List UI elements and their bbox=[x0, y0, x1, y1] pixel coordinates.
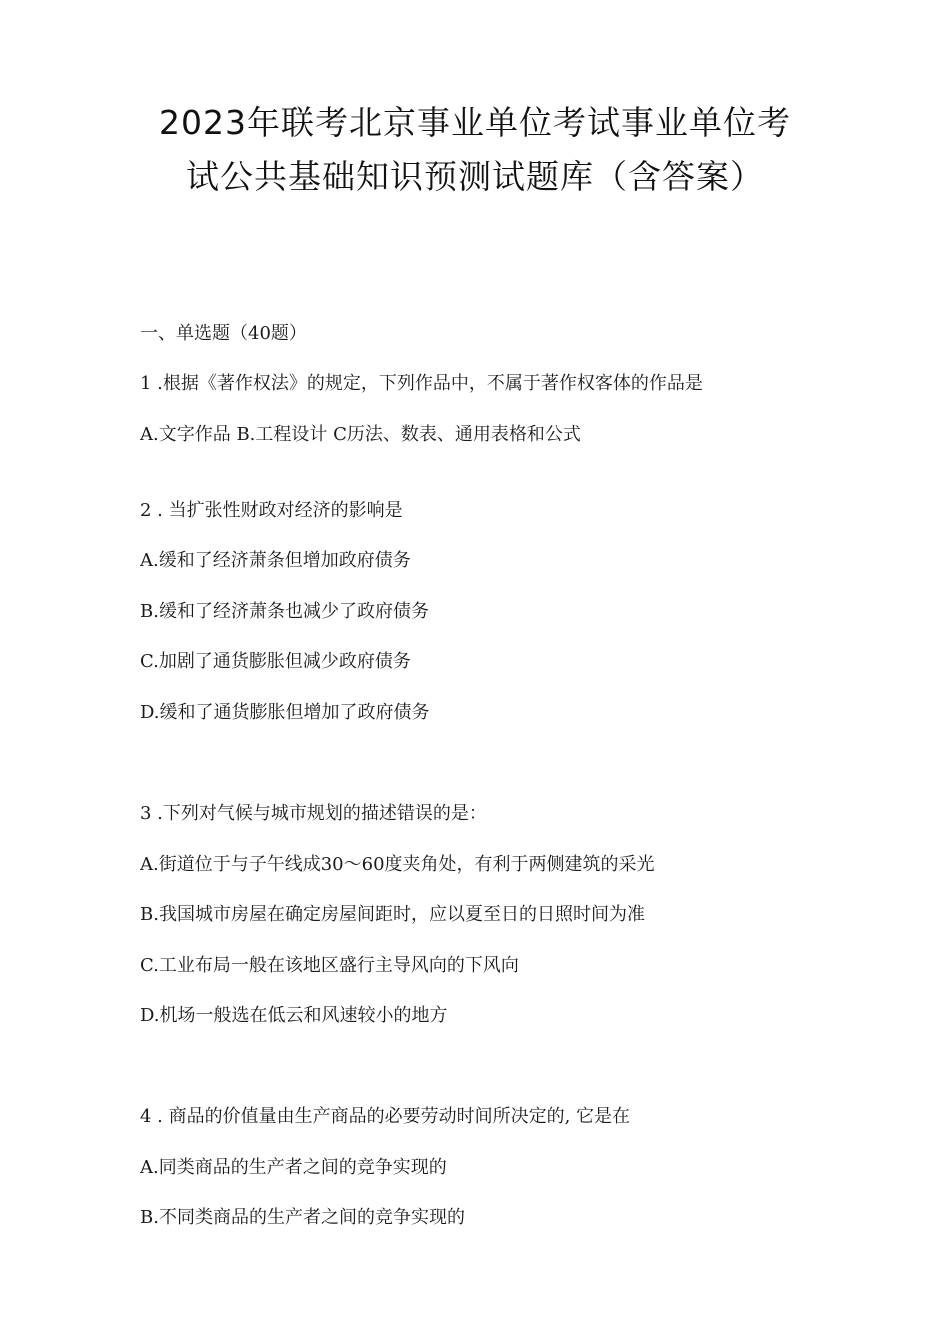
question-3-option-b: B.我国城市房屋在确定房屋间距时，应以夏至日的日照时间为准 bbox=[140, 904, 645, 925]
question-3-stem: 3 .下列对气候与城市规划的描述错误的是： bbox=[140, 803, 487, 824]
section-heading: 一、单选题（40题） bbox=[140, 323, 307, 344]
question-2-option-a: A.缓和了经济萧条但增加政府债务 bbox=[140, 550, 411, 571]
question-1-option-1: A.文字作品 B.工程设计 C历法、数表、通用表格和公式 bbox=[140, 424, 581, 445]
question-4-option-b: B.不同类商品的生产者之间的竞争实现的 bbox=[140, 1207, 465, 1228]
question-4-stem: 4 . 商品的价值量由生产商品的必要劳动时间所决定的, 它是在 bbox=[140, 1106, 631, 1127]
question-2-option-c: C.加剧了通货膨胀但减少政府债务 bbox=[140, 651, 411, 672]
question-3-option-d: D.机场一般选在低云和风速较小的地方 bbox=[140, 1005, 448, 1026]
document-title-line-2: 试公共基础知识预测试题库（含答案） bbox=[186, 157, 764, 196]
question-2-option-d: D.缓和了通货膨胀但增加了政府债务 bbox=[140, 702, 430, 723]
question-1-stem: 1 .根据《著作权法》的规定，下列作品中，不属于著作权客体的作品是 bbox=[140, 373, 703, 394]
question-3-option-c: C.工业布局一般在该地区盛行主导风向的下风向 bbox=[140, 955, 519, 976]
question-2-stem: 2 . 当扩张性财政对经济的影响是 bbox=[140, 500, 403, 521]
question-3-option-a: A.街道位于与子午线成30〜60度夹角处，有利于两侧建筑的采光 bbox=[140, 854, 655, 875]
document-title-line-1: 2023年联考北京事业单位考试事业单位考 bbox=[159, 103, 791, 142]
question-4-option-a: A.同类商品的生产者之间的竞争实现的 bbox=[140, 1157, 447, 1178]
question-2-option-b: B.缓和了经济萧条也减少了政府债务 bbox=[140, 601, 429, 622]
